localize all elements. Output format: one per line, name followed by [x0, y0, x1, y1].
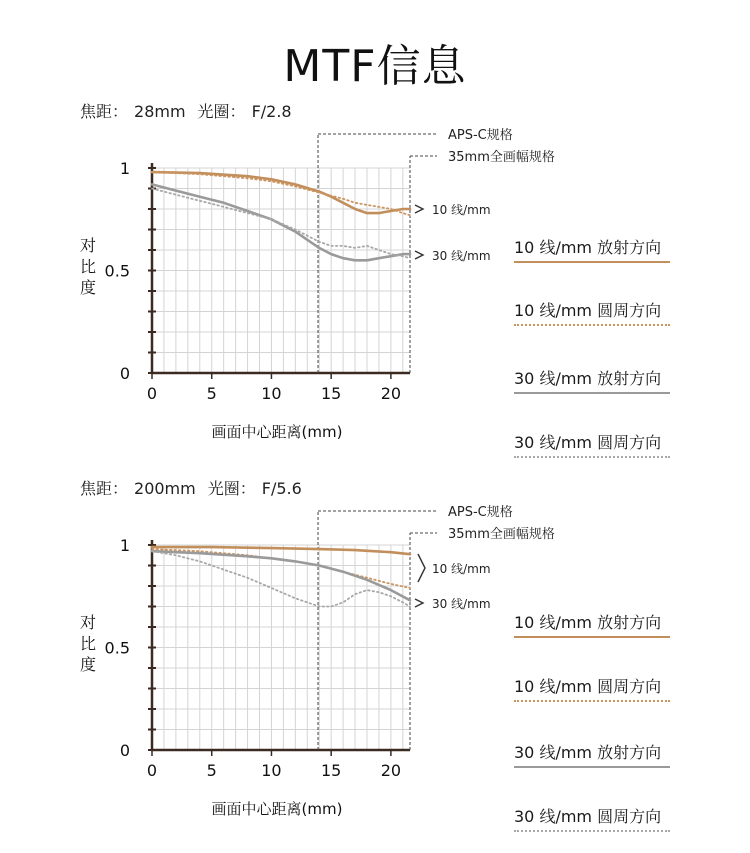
focal-value: 28mm — [134, 102, 186, 121]
x-tick-label: 15 — [320, 384, 342, 403]
legend-item-30-radial — [514, 740, 670, 768]
legend-line — [514, 392, 670, 394]
format-marker-label: APS-C规格 — [448, 128, 513, 143]
chevron-right-icon — [418, 554, 425, 582]
x-tick-label: 5 — [206, 384, 217, 403]
focal-label: 焦距： — [80, 102, 129, 121]
y-axis-label: 比 — [79, 257, 97, 276]
curve-group-label: 30 线/mm — [432, 249, 491, 263]
mtf-series-line — [152, 184, 410, 260]
y-tick-label: 1 — [119, 536, 130, 555]
aperture-label: 光圈： — [197, 102, 246, 121]
aperture-label: 光圈： — [207, 479, 256, 498]
x-tick-label: 10 — [261, 761, 282, 780]
mtf-series-line — [152, 172, 410, 213]
y-axis-label: 度 — [79, 278, 97, 297]
mtf-section-28mm — [0, 75, 750, 470]
x-tick-label: 20 — [380, 384, 402, 403]
mtf-section-200mm — [0, 452, 750, 847]
grid — [152, 545, 410, 750]
x-tick-label: 15 — [320, 761, 342, 780]
legend-line — [514, 700, 670, 702]
y-axis-label: 比 — [79, 634, 97, 653]
x-tick-label: 5 — [206, 761, 217, 780]
legend-label: 10 线/mm 圆周方向 — [514, 677, 662, 696]
y-axis-label: 度 — [79, 655, 97, 674]
legend-line — [514, 261, 670, 263]
chevron-right-icon — [415, 251, 423, 259]
legend-label: 30 线/mm 放射方向 — [514, 743, 662, 762]
chevron-right-icon — [415, 599, 423, 607]
aperture-value: F/2.8 — [251, 102, 292, 121]
legend-label: 10 线/mm 放射方向 — [514, 238, 662, 257]
legend-label: 30 线/mm 圆周方向 — [514, 433, 662, 452]
mtf-chart-200mm — [0, 452, 750, 847]
legend-item-10-meridional — [514, 298, 670, 326]
legend-item-30-radial — [514, 366, 670, 394]
x-tick-label: 0 — [146, 384, 158, 403]
format-marker-label: APS-C规格 — [448, 505, 513, 520]
chevron-right-icon — [415, 205, 423, 213]
x-tick-label: 20 — [380, 761, 402, 780]
legend-line — [514, 324, 670, 326]
aperture-value: F/5.6 — [261, 479, 302, 498]
y-tick-label: 0.5 — [104, 638, 130, 658]
legend-label: 30 线/mm 圆周方向 — [514, 807, 662, 826]
legend-line — [514, 830, 670, 832]
focal-label: 焦距： — [80, 479, 129, 498]
format-marker-label: 35mm全画幅规格 — [448, 527, 555, 542]
legend-item-10-radial — [514, 235, 670, 263]
y-axis-label: 对 — [79, 613, 97, 632]
legend-label: 30 线/mm 放射方向 — [514, 369, 662, 388]
mtf-chart-28mm — [0, 75, 750, 470]
y-axis-label: 对 — [79, 236, 97, 255]
x-axis-label: 画面中心距离(mm) — [211, 800, 343, 818]
format-marker-label: 35mm全画幅规格 — [448, 150, 555, 165]
x-tick-label: 0 — [146, 761, 158, 780]
x-axis-label: 画面中心距离(mm) — [211, 423, 343, 441]
y-tick-label: 0 — [119, 741, 130, 760]
legend-line — [514, 636, 670, 638]
y-tick-label: 0.5 — [104, 261, 130, 281]
curve-group-label: 10 线/mm — [432, 562, 491, 576]
legend-item-10-meridional — [514, 674, 670, 702]
legend-label: 10 线/mm 放射方向 — [514, 613, 662, 632]
curve-group-label: 30 线/mm — [432, 597, 491, 611]
curve-group-label: 10 线/mm — [432, 203, 491, 217]
x-tick-label: 10 — [261, 384, 282, 403]
legend-line — [514, 766, 670, 768]
focal-value: 200mm — [134, 479, 196, 498]
y-tick-label: 0 — [119, 364, 130, 383]
legend-item-30-meridional — [514, 804, 670, 832]
legend-item-10-radial — [514, 610, 670, 638]
page-title: MTF信息 — [283, 41, 467, 92]
y-tick-label: 1 — [119, 159, 130, 178]
legend-label: 10 线/mm 圆周方向 — [514, 301, 662, 320]
